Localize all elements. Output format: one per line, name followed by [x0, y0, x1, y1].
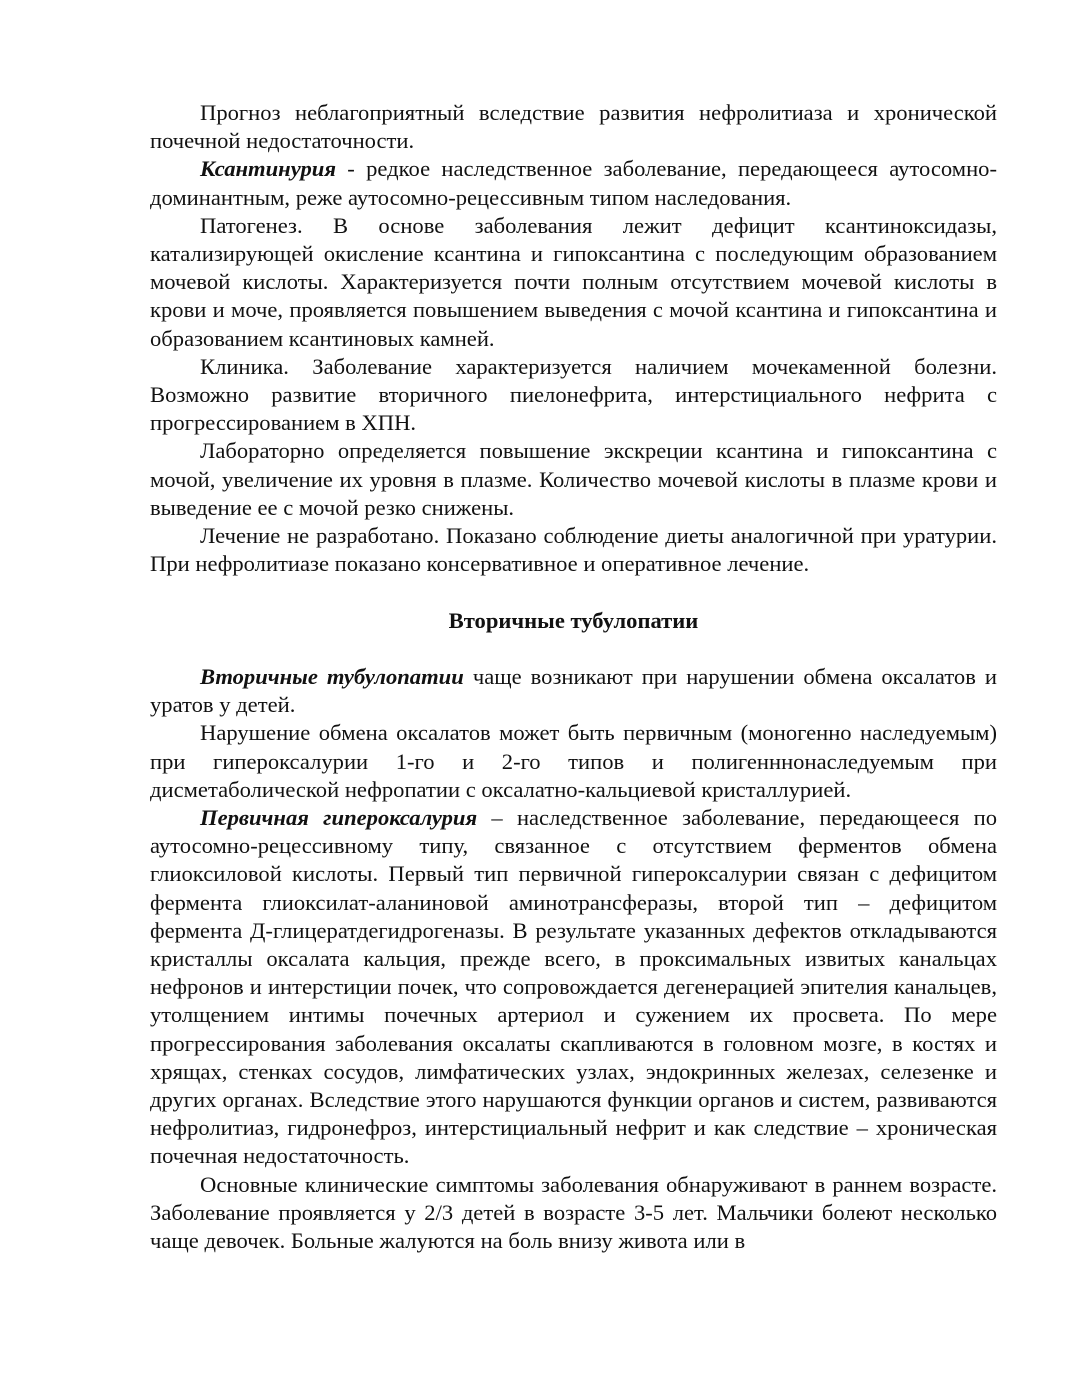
paragraph-prognosis	[150, 99, 997, 155]
paragraph-clinic	[150, 353, 997, 438]
paragraph-treatment	[150, 522, 997, 578]
paragraph-text: Нарушение обмена оксалатов может быть первичным (моногенно наследуемым) при гипероксалурии 1-го и 2-го типов и полигенннонаследуемым при дисметаболической нефропатии с оксалатно-кальциевой кристаллурией.	[150, 720, 997, 802]
paragraph-text: Лечение не разработано. Показано соблюдение диеты аналогичной при уратурии. При нефролитиазе показано консервативное и оперативное лечение.	[150, 523, 997, 577]
paragraph-primary-hyperoxaluria	[150, 804, 997, 1171]
paragraph-text: Прогноз неблагоприятный вследствие развития нефролитиаза и хронической почечной недостаточности.	[150, 100, 997, 154]
paragraph-laboratory	[150, 437, 997, 522]
paragraph-text: – наследственное заболевание, передающееся по аутосомно-рецессивному типу, связанное с отсутствием ферментов обмена глиоксиловой кислоты. Первый тип первичной гипероксалурии связан с дефицитом фермента глиоксилат-аланиновой аминотрансферазы, второй тип – дефицитом фермента Д-глицератдегидрогеназы. В результате указанных дефектов откладываются кристаллы оксалата кальция, прежде всего, в проксимальных извитых канальцах нефронов и интерстиции почек, что сопровождается дегенерацией эпителия канальцев, утолщением интимы почечных артериол и сужением их просвета. По мере прогрессирования заболевания оксалаты скапливаются в головном мозге, в костях и хрящах, стенках сосудов, лимфатических узлах, эндокринных железах, селезенке и других органах. Вследствие этого нарушаются функции органов и систем, развиваются нефролитиаз, гидронефроз, интерстициальный нефрит и как следствие – хроническая почечная недостаточность.	[150, 805, 998, 1169]
paragraph-text: чаще возникают при нарушении обмена оксалатов и уратов у детей.	[150, 664, 997, 718]
blank-line	[150, 635, 997, 663]
blank-line	[150, 578, 997, 606]
paragraph-text: - редкое наследственное заболевание, передающееся аутосомно-доминантным, реже аутосомно-рецессивным типом наследования.	[150, 156, 997, 210]
paragraph-text: Основные клинические симптомы заболевания обнаруживают в раннем возрасте. Заболевание проявляется у 2/3 детей в возрасте 3-5 лет. Мальчики болеют несколько чаще девочек. Больные жалуются на боль внизу живота или в	[150, 1171, 997, 1254]
paragraph-text: Клиника. Заболевание характеризуется наличием мочекаменной болезни. Возможно развитие вторичного пиелонефрита, интерстициального нефрита с прогрессированием в ХПН.	[150, 353, 997, 436]
paragraph-secondary-tubulopathies	[150, 663, 997, 719]
paragraph-text: Лабораторно определяется повышение экскреции ксантина и гипоксантина с мочой, увеличение их уровня в плазме. Количество мочевой кислоты в плазме крови и выведение ее с мочой резко снижены.	[150, 438, 997, 520]
paragraph-clinical-symptoms	[150, 1171, 997, 1256]
term-emphasis: Ксантинурия	[200, 156, 336, 182]
paragraph-pathogenesis	[150, 212, 997, 353]
section-heading: Вторичные тубулопатии	[448, 607, 699, 633]
term-emphasis: Первичная гипероксалурия	[200, 805, 478, 831]
document-page	[150, 99, 997, 1255]
term-emphasis: Вторичные тубулопатии	[200, 664, 464, 690]
paragraph-xanthinuria	[150, 155, 997, 211]
paragraph-oxalate-metabolism	[150, 719, 997, 804]
paragraph-text: Патогенез. В основе заболевания лежит дефицит ксантиноксидазы, катализирующей окисление ксантина и гипоксантина с последующим образованием мочевой кислоты. Характеризуется почти полным отсутствием мочевой кислоты в крови и моче, проявляется повышением выведения с мочой ксантина и гипоксантина и образованием ксантиновых камней.	[150, 212, 997, 351]
